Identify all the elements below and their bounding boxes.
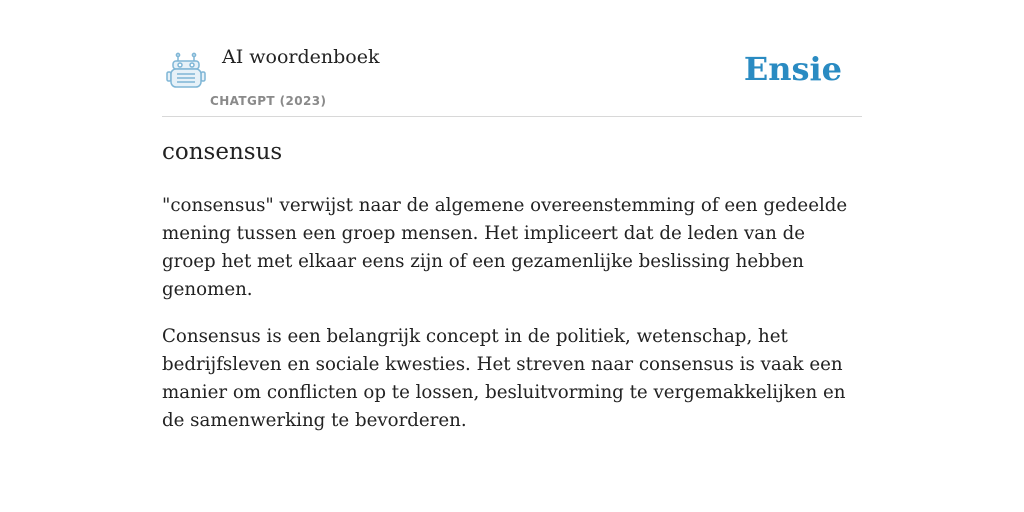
- site-title[interactable]: AI woordenboek: [222, 46, 380, 68]
- brand-logo[interactable]: Ensie: [743, 50, 842, 88]
- entry-definition: [162, 192, 862, 454]
- definition-paragraph: "consensus" verwijst naar de algemene overeenstemming of een gedeelde mening tussen een groep mensen. Het impliceert dat de leden van de groep het met elkaar eens zijn of een gezamenlijke beslissing hebben genomen.: [162, 195, 848, 300]
- source-label: CHATGPT (2023): [210, 94, 327, 108]
- entry-term: consensus: [162, 139, 283, 165]
- definition-paragraph: Consensus is een belangrijk concept in de politiek, wetenschap, het bedrijfsleven en sociale kwesties. Het streven naar consensus is vaak een manier om conflicten op te lossen, besluitvorming te vergemakkelijken en de samenwerking te bevorderen.: [162, 326, 846, 431]
- page-header: [162, 40, 862, 117]
- robot-icon: [166, 52, 206, 92]
